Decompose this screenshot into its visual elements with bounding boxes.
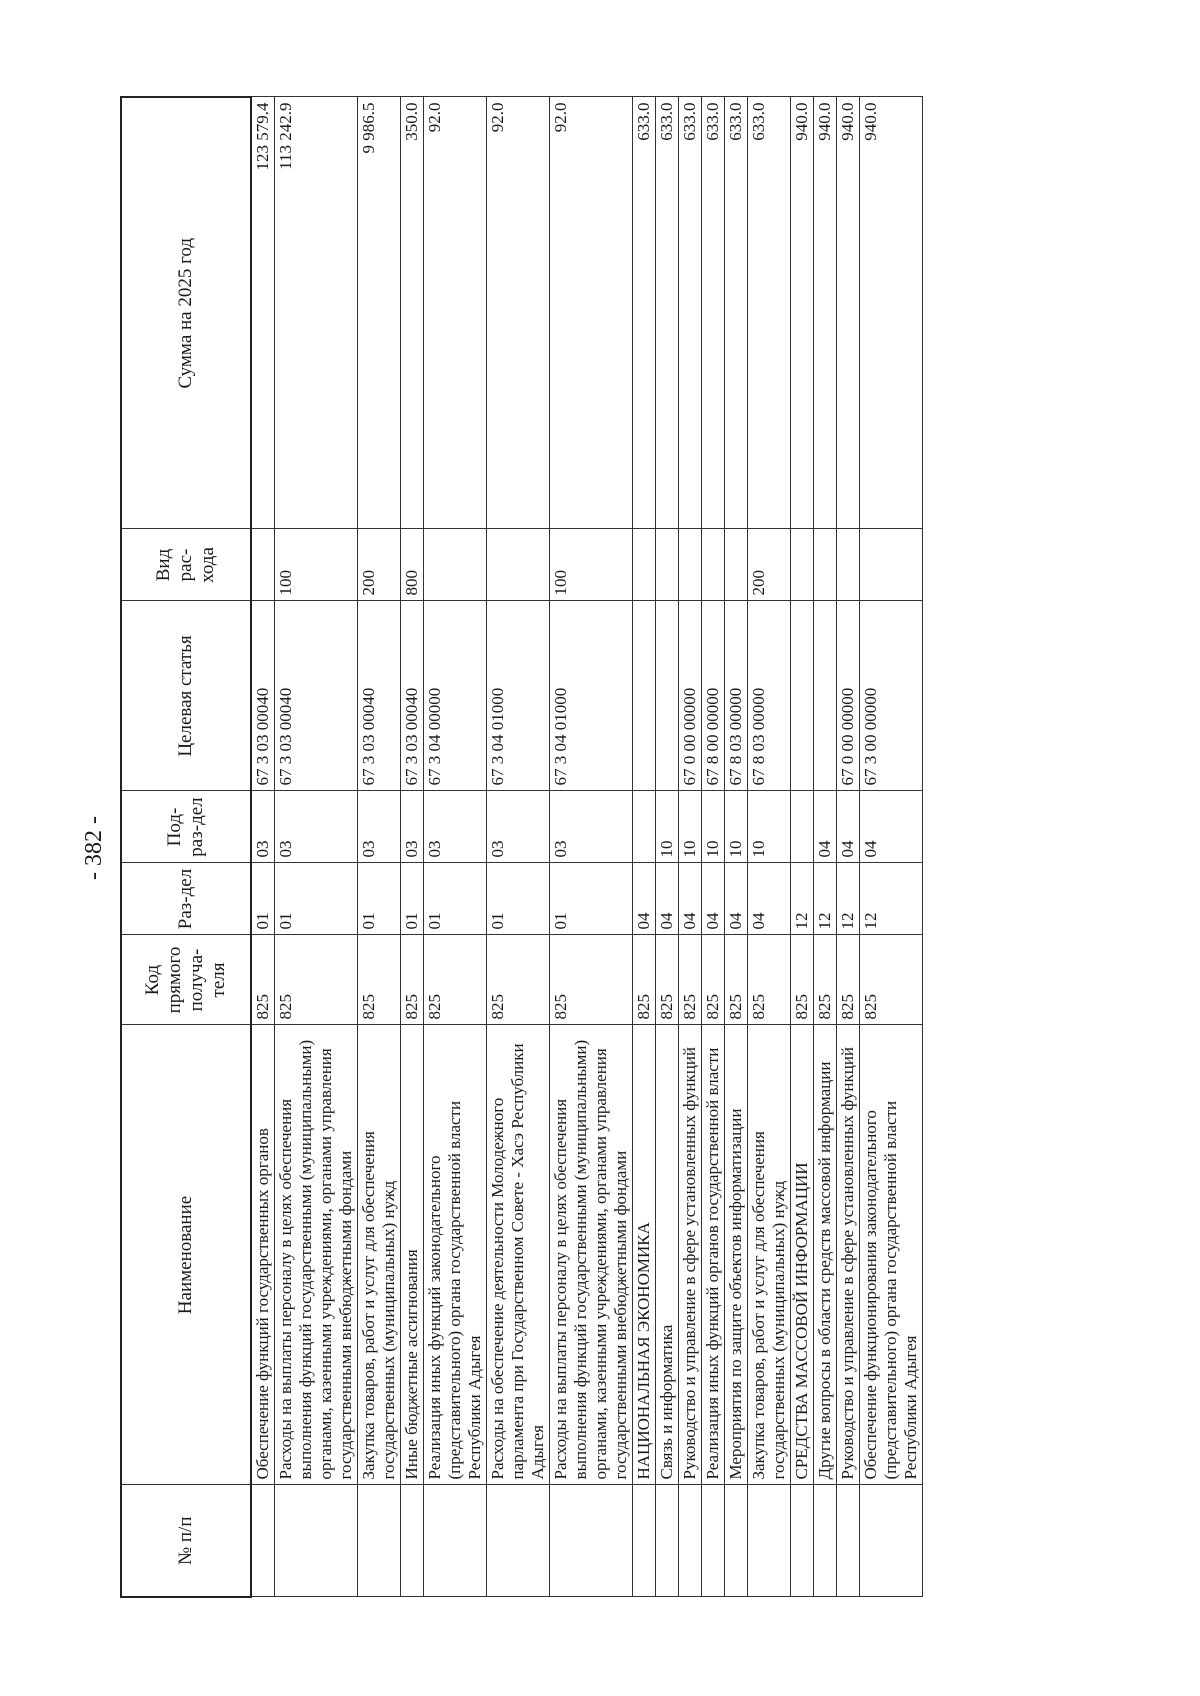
cell-target [656,601,679,791]
cell-name: Другие вопросы в области средств массовой информации [814,1025,837,1485]
cell-sum: 350.0 [401,97,424,529]
table-row [358,97,401,1597]
cell-target: 67 3 00 00000 [860,601,923,791]
cell-num [633,1485,656,1597]
cell-recipient: 825 [814,935,837,1025]
header-name: Наименование [121,1025,251,1485]
cell-sum: 633.0 [748,97,791,529]
table-row [633,97,656,1597]
budget-table [120,96,923,1598]
cell-recipient: 825 [725,935,748,1025]
cell-target: 67 8 03 00000 [748,601,791,791]
cell-recipient: 825 [275,935,358,1025]
cell-recipient: 825 [791,935,814,1025]
cell-sum: 633.0 [725,97,748,529]
cell-recipient: 825 [702,935,725,1025]
cell-section: 04 [702,863,725,935]
cell-sum: 940.0 [791,97,814,529]
cell-target: 67 8 03 00000 [725,601,748,791]
cell-expense [702,529,725,601]
cell-target: 67 3 04 01000 [550,601,633,791]
cell-section: 01 [275,863,358,935]
cell-name: Закупка товаров, работ и услуг для обеспечения государственных (муниципальных) нужд [748,1025,791,1485]
table-header [121,97,251,1597]
cell-expense [487,529,550,601]
header-recipient: Код прямого получа-теля [121,935,251,1025]
cell-subsection: 03 [424,791,487,863]
cell-section: 12 [814,863,837,935]
cell-section: 12 [860,863,923,935]
cell-num [748,1485,791,1597]
cell-name: Обеспечение функционирования законодательного (представительного) органа государственной власти Республики Адыгея [860,1025,923,1485]
cell-subsection: 03 [275,791,358,863]
cell-subsection: 04 [814,791,837,863]
cell-expense: 100 [275,529,358,601]
cell-subsection: 03 [550,791,633,863]
table-row [251,97,275,1597]
cell-expense: 200 [748,529,791,601]
cell-expense: 200 [358,529,401,601]
cell-section: 12 [791,863,814,935]
cell-sum: 940.0 [837,97,860,529]
header-num: № п/п [121,1485,251,1597]
table-row [725,97,748,1597]
cell-subsection: 04 [860,791,923,863]
cell-name: Реализация иных функций законодательного (представительного) органа государственной власти Республики Адыгея [424,1025,487,1485]
cell-expense [679,529,702,601]
cell-num [837,1485,860,1597]
cell-subsection: 10 [679,791,702,863]
table-row [275,97,358,1597]
header-subsection: Под-раз-дел [121,791,251,863]
cell-recipient: 825 [679,935,702,1025]
cell-subsection: 03 [251,791,275,863]
cell-name: Закупка товаров, работ и услуг для обеспечения государственных (муниципальных) нужд [358,1025,401,1485]
cell-recipient: 825 [401,935,424,1025]
cell-target: 67 3 03 00040 [358,601,401,791]
cell-name: Расходы на обеспечение деятельности Молодежного парламента при Государственном Совете - Хасэ Республики Адыгея [487,1025,550,1485]
cell-target: 67 3 03 00040 [251,601,275,791]
cell-target [791,601,814,791]
cell-sum: 9 986.5 [358,97,401,529]
table-row [837,97,860,1597]
cell-recipient: 825 [487,935,550,1025]
cell-expense: 800 [401,529,424,601]
table-row [401,97,424,1597]
header-section: Раз-дел [121,863,251,935]
cell-subsection: 10 [656,791,679,863]
table-row [550,97,633,1597]
table-row [791,97,814,1597]
cell-sum: 92.0 [487,97,550,529]
cell-section: 01 [424,863,487,935]
page-number: - 382 - [81,816,107,880]
cell-section: 01 [487,863,550,935]
cell-recipient: 825 [748,935,791,1025]
cell-subsection: 10 [748,791,791,863]
table-body [251,97,923,1597]
cell-num [424,1485,487,1597]
cell-target: 67 3 04 00000 [424,601,487,791]
cell-sum: 92.0 [550,97,633,529]
cell-num [679,1485,702,1597]
cell-num [725,1485,748,1597]
cell-num [487,1485,550,1597]
cell-name: Иные бюджетные ассигнования [401,1025,424,1485]
cell-sum: 940.0 [860,97,923,529]
cell-subsection [633,791,656,863]
cell-expense [791,529,814,601]
cell-num [550,1485,633,1597]
cell-subsection: 03 [401,791,424,863]
cell-subsection: 03 [487,791,550,863]
cell-target: 67 8 00 00000 [702,601,725,791]
cell-recipient: 825 [860,935,923,1025]
cell-expense [656,529,679,601]
cell-recipient: 825 [358,935,401,1025]
cell-expense [814,529,837,601]
cell-recipient: 825 [656,935,679,1025]
cell-expense [251,529,275,601]
cell-num [791,1485,814,1597]
cell-expense [837,529,860,601]
cell-recipient: 825 [424,935,487,1025]
cell-num [358,1485,401,1597]
cell-target: 67 0 00 00000 [679,601,702,791]
cell-name: Руководство и управление в сфере установленных функций [679,1025,702,1485]
cell-name: Руководство и управление в сфере установленных функций [837,1025,860,1485]
cell-name: Расходы на выплаты персоналу в целях обеспечения выполнения функций государственными (муниципальными) органами, казенными учреждениями, органами управления государственными внебюджетными фондами [550,1025,633,1485]
cell-recipient: 825 [251,935,275,1025]
cell-expense [860,529,923,601]
cell-section: 01 [550,863,633,935]
cell-sum: 633.0 [633,97,656,529]
cell-name: Расходы на выплаты персоналу в целях обеспечения выполнения функций государственными (муниципальными) органами, казенными учреждениями, органами управления государственными внебюджетными фондами [275,1025,358,1485]
cell-section: 04 [656,863,679,935]
cell-expense: 100 [550,529,633,601]
cell-subsection: 10 [702,791,725,863]
cell-name: Мероприятия по защите объектов информатизации [725,1025,748,1485]
cell-subsection: 10 [725,791,748,863]
cell-section: 12 [837,863,860,935]
cell-sum: 940.0 [814,97,837,529]
cell-subsection: 04 [837,791,860,863]
table-row [656,97,679,1597]
cell-name: Реализация иных функций органов государственной власти [702,1025,725,1485]
cell-target: 67 3 03 00040 [401,601,424,791]
cell-target: 67 3 04 01000 [487,601,550,791]
cell-num [814,1485,837,1597]
cell-section: 01 [401,863,424,935]
cell-num [251,1485,275,1597]
cell-target: 67 3 03 00040 [275,601,358,791]
header-target: Целевая статья [121,601,251,791]
cell-expense [633,529,656,601]
cell-recipient: 825 [837,935,860,1025]
cell-recipient: 825 [633,935,656,1025]
table-row [814,97,837,1597]
cell-target [633,601,656,791]
cell-num [656,1485,679,1597]
cell-num [702,1485,725,1597]
cell-num [275,1485,358,1597]
header-sum: Сумма на 2025 год [121,97,251,529]
cell-section: 01 [358,863,401,935]
table-row [679,97,702,1597]
cell-sum: 92.0 [424,97,487,529]
cell-name: Обеспечение функций государственных органов [251,1025,275,1485]
cell-name: НАЦИОНАЛЬНАЯ ЭКОНОМИКА [633,1025,656,1485]
table-row [860,97,923,1597]
cell-sum: 633.0 [702,97,725,529]
table-row [748,97,791,1597]
table-row [702,97,725,1597]
cell-sum: 633.0 [656,97,679,529]
cell-section: 04 [748,863,791,935]
cell-section: 04 [679,863,702,935]
cell-num [401,1485,424,1597]
cell-section: 04 [725,863,748,935]
cell-recipient: 825 [550,935,633,1025]
table-row [424,97,487,1597]
cell-section: 04 [633,863,656,935]
cell-subsection: 03 [358,791,401,863]
cell-sum: 633.0 [679,97,702,529]
cell-section: 01 [251,863,275,935]
cell-expense [725,529,748,601]
table-row [487,97,550,1597]
cell-name: СРЕДСТВА МАССОВОЙ ИНФОРМАЦИИ [791,1025,814,1485]
cell-num [860,1485,923,1597]
header-expense: Вид рас-хода [121,529,251,601]
cell-sum: 113 242.9 [275,97,358,529]
cell-expense [424,529,487,601]
cell-target [814,601,837,791]
cell-sum: 123 579.4 [251,97,275,529]
cell-target: 67 0 00 00000 [837,601,860,791]
cell-name: Связь и информатика [656,1025,679,1485]
rotated-page [80,98,1120,1598]
cell-subsection [791,791,814,863]
